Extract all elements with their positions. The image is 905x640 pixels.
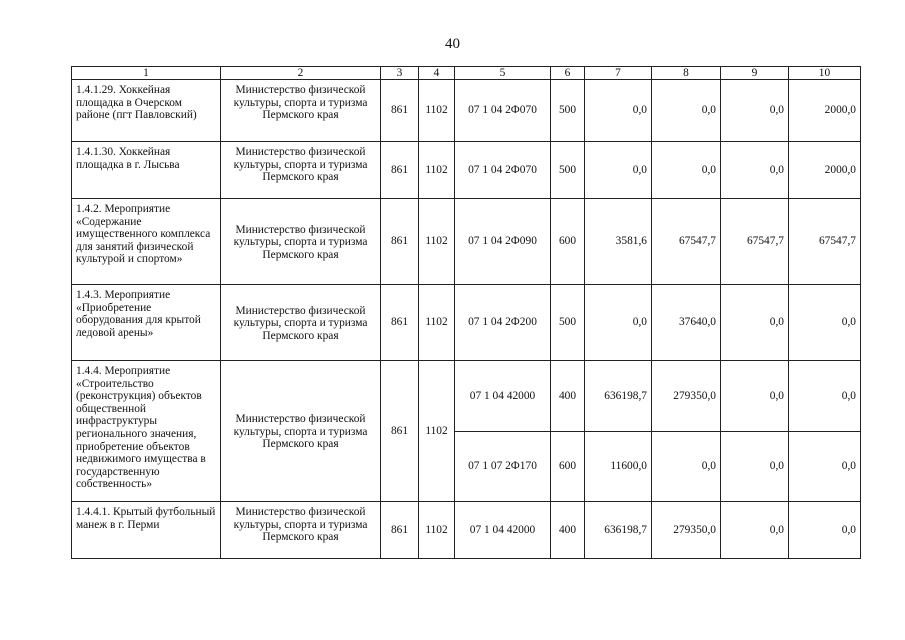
cell-c7: 0,0 (585, 142, 652, 199)
cell-c7: 11600,0 (585, 432, 652, 502)
cell-c3: 861 (381, 80, 419, 142)
ministry-name: Министерство физической культуры, спорта и туризма Пермского края (221, 502, 381, 559)
cell-c8: 37640,0 (652, 285, 721, 361)
item-name: 1.4.4.1. Крытый футбольный манеж в г. Перми (72, 502, 221, 559)
cell-c9: 0,0 (721, 80, 789, 142)
cell-c10: 0,0 (789, 432, 861, 502)
cell-c3: 861 (381, 361, 419, 502)
item-name: 1.4.4. Мероприятие «Строительство (реконструкция) объектов общественной инфраструктуры регионального значения, приобретение объектов недвижимого имущества в государственную собственность» (72, 361, 221, 502)
table-row (72, 142, 861, 199)
header-cell: 1 (72, 67, 221, 80)
ministry-name: Министерство физической культуры, спорта и туризма Пермского края (221, 361, 381, 502)
cell-c5: 07 1 04 2Ф070 (455, 80, 551, 142)
cell-c9: 67547,7 (721, 199, 789, 285)
cell-c8: 0,0 (652, 142, 721, 199)
cell-c7: 3581,6 (585, 199, 652, 285)
header-cell: 9 (721, 67, 789, 80)
item-name: 1.4.1.30. Хоккейная площадка в г. Лысьва (72, 142, 221, 199)
ministry-name: Министерство физической культуры, спорта и туризма Пермского края (221, 142, 381, 199)
header-cell: 5 (455, 67, 551, 80)
cell-c9: 0,0 (721, 502, 789, 559)
cell-c10: 0,0 (789, 361, 861, 432)
cell-c5: 07 1 07 2Ф170 (455, 432, 551, 502)
cell-c7: 0,0 (585, 285, 652, 361)
ministry-name: Министерство физической культуры, спорта и туризма Пермского края (221, 285, 381, 361)
cell-c9: 0,0 (721, 142, 789, 199)
cell-c8: 67547,7 (652, 199, 721, 285)
cell-c4: 1102 (419, 199, 455, 285)
cell-c5: 07 1 04 2Ф090 (455, 199, 551, 285)
cell-c6: 500 (551, 80, 585, 142)
cell-c8: 0,0 (652, 432, 721, 502)
cell-c4: 1102 (419, 361, 455, 502)
table-row (72, 361, 861, 432)
header-cell: 7 (585, 67, 652, 80)
cell-c7: 0,0 (585, 80, 652, 142)
cell-c8: 279350,0 (652, 361, 721, 432)
header-cell: 8 (652, 67, 721, 80)
item-name: 1.4.1.29. Хоккейная площадка в Очерском районе (пгт Павловский) (72, 80, 221, 142)
cell-c6: 400 (551, 361, 585, 432)
cell-c6: 500 (551, 285, 585, 361)
cell-c10: 2000,0 (789, 142, 861, 199)
cell-c9: 0,0 (721, 285, 789, 361)
header-cell: 6 (551, 67, 585, 80)
ministry-name: Министерство физической культуры, спорта и туризма Пермского края (221, 199, 381, 285)
cell-c8: 0,0 (652, 80, 721, 142)
cell-c10: 67547,7 (789, 199, 861, 285)
header-cell: 4 (419, 67, 455, 80)
page-number: 40 (445, 36, 460, 52)
cell-c4: 1102 (419, 502, 455, 559)
cell-c4: 1102 (419, 142, 455, 199)
header-cell: 10 (789, 67, 861, 80)
table-row (72, 502, 861, 559)
cell-c6: 600 (551, 199, 585, 285)
budget-table (71, 66, 861, 559)
table-row (72, 285, 861, 361)
cell-c4: 1102 (419, 285, 455, 361)
cell-c8: 279350,0 (652, 502, 721, 559)
cell-c3: 861 (381, 199, 419, 285)
column-number-row (72, 67, 861, 80)
cell-c3: 861 (381, 502, 419, 559)
cell-c10: 0,0 (789, 285, 861, 361)
header-cell: 2 (221, 67, 381, 80)
cell-c10: 0,0 (789, 502, 861, 559)
cell-c9: 0,0 (721, 361, 789, 432)
cell-c6: 500 (551, 142, 585, 199)
cell-c5: 07 1 04 2Ф200 (455, 285, 551, 361)
cell-c3: 861 (381, 142, 419, 199)
table-row (72, 80, 861, 142)
table-row (72, 199, 861, 285)
item-name: 1.4.3. Мероприятие «Приобретение оборудования для крытой ледовой арены» (72, 285, 221, 361)
cell-c5: 07 1 04 2Ф070 (455, 142, 551, 199)
cell-c4: 1102 (419, 80, 455, 142)
cell-c7: 636198,7 (585, 502, 652, 559)
header-cell: 3 (381, 67, 419, 80)
cell-c6: 400 (551, 502, 585, 559)
cell-c9: 0,0 (721, 432, 789, 502)
cell-c6: 600 (551, 432, 585, 502)
cell-c7: 636198,7 (585, 361, 652, 432)
cell-c5: 07 1 04 42000 (455, 361, 551, 432)
cell-c5: 07 1 04 42000 (455, 502, 551, 559)
ministry-name: Министерство физической культуры, спорта и туризма Пермского края (221, 80, 381, 142)
cell-c3: 861 (381, 285, 419, 361)
cell-c10: 2000,0 (789, 80, 861, 142)
item-name: 1.4.2. Мероприятие «Содержание имущественного комплекса для занятий физической культурой и спортом» (72, 199, 221, 285)
